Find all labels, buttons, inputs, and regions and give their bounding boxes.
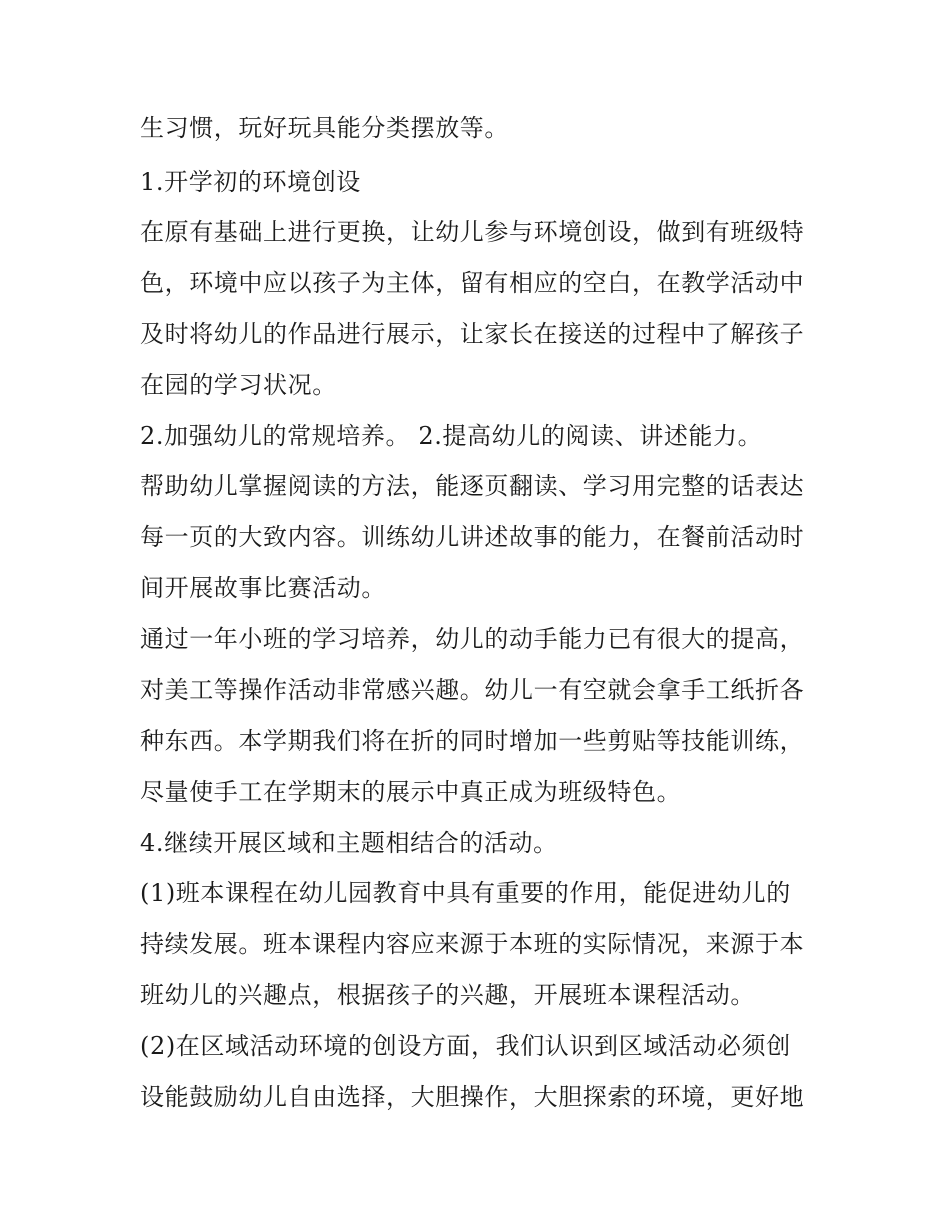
text-line: 生习惯，玩好玩具能分类摆放等。 [140,114,509,142]
text-line: 通过一年小班的学习培养，幼儿的动手能力已有很大的提高， [140,625,805,653]
text-line: 对美工等操作活动非常感兴趣。幼儿一有空就会拿手工纸折各 [140,676,805,704]
section-heading: 4.继续开展区域和主题相结合的活动。 [140,829,558,857]
text-line: 设能鼓励幼儿自由选择，大胆操作，大胆探索的环境，更好地 [140,1083,805,1111]
text-line: 每一页的大致内容。训练幼儿讲述故事的能力，在餐前活动时 [140,523,805,551]
section-heading: 1.开学初的环境创设 [140,168,361,196]
text-line: 帮助幼儿掌握阅读的方法，能逐页翻读、学习用完整的话表达 [140,472,805,500]
text-line: 在原有基础上进行更换，让幼儿参与环境创设，做到有班级特 [140,218,805,246]
text-line: 持续发展。班本课程内容应来源于本班的实际情况，来源于本 [140,930,805,958]
section-heading: 2.加强幼儿的常规培养。 2.提高幼儿的阅读、讲述能力。 [140,422,763,450]
text-line: (2)在区域活动环境的创设方面，我们认识到区域活动必须创 [140,1032,791,1060]
text-line: (1)班本课程在幼儿园教育中具有重要的作用，能促进幼儿的 [140,879,791,907]
text-line: 及时将幼儿的作品进行展示，让家长在接送的过程中了解孩子 [140,320,805,348]
text-line: 尽量使手工在学期末的展示中真正成为班级特色。 [140,778,682,806]
text-line: 种东西。本学期我们将在折的同时增加一些剪贴等技能训练， [140,727,805,755]
text-line: 色，环境中应以孩子为主体，留有相应的空白，在教学活动中 [140,269,805,297]
text-line: 班幼儿的兴趣点，根据孩子的兴趣，开展班本课程活动。 [140,981,755,1009]
text-line: 在园的学习状况。 [140,371,337,399]
text-line: 间开展故事比赛活动。 [140,574,386,602]
